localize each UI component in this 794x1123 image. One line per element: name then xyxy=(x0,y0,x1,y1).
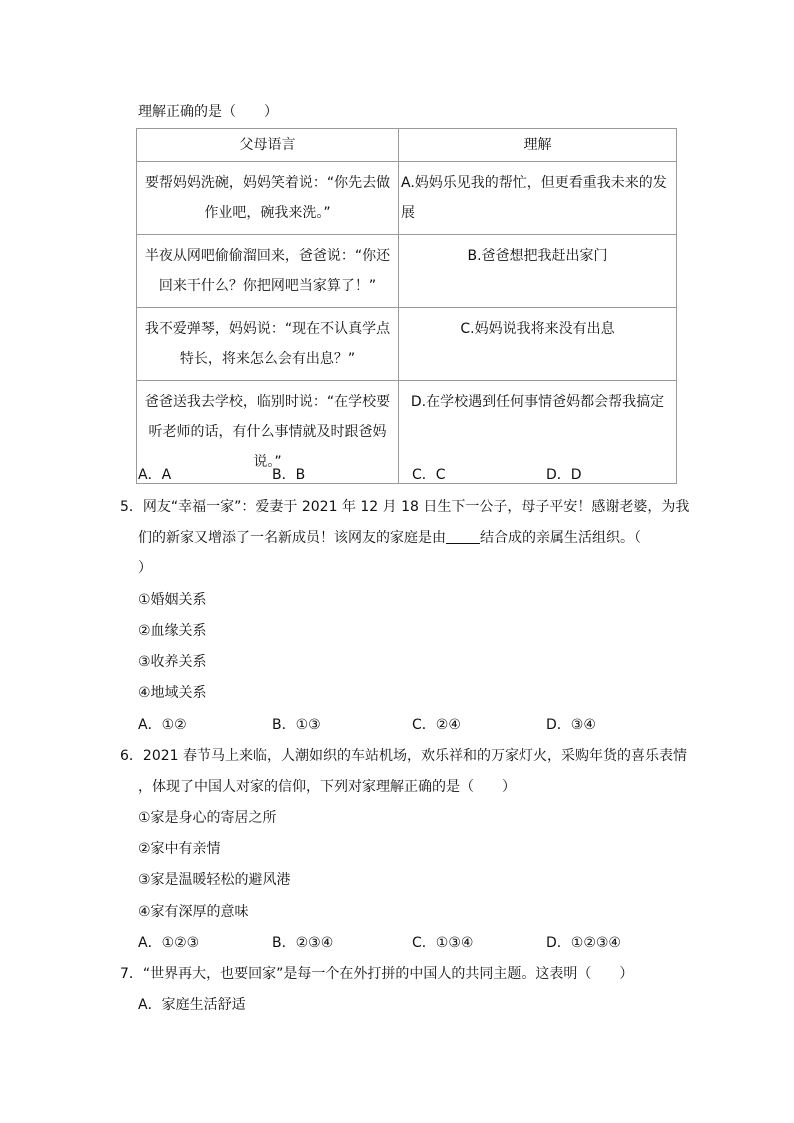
q4-row4-speech: 爸爸送我去学校，临别时说：“在学校要听老师的话，有什么事情就及时跟爸妈说。” xyxy=(137,381,399,484)
q4-row1-speech: 要帮妈妈洗碗，妈妈笑着说：“你先去做作业吧，碗我来洗。” xyxy=(137,162,399,235)
q6-stem-line1: 6．2021 春节马上来临，人潮如织的车站机场，欢乐祥和的万家灯火，采购年货的喜乐表情 xyxy=(120,748,687,764)
q4-option-a[interactable]: A．A xyxy=(138,467,172,483)
q5-item-2: ②血缘关系 xyxy=(138,623,207,639)
q6-option-d[interactable]: D．①②③④ xyxy=(546,935,621,951)
q5-stem-line2 xyxy=(138,528,641,548)
q5-item-3: ③收养关系 xyxy=(138,654,207,670)
q5-item-4: ④地域关系 xyxy=(138,685,207,701)
q5-item-1: ①婚姻关系 xyxy=(138,592,207,608)
q4-option-d[interactable]: D．D xyxy=(546,467,582,483)
table-row xyxy=(137,235,677,308)
q7-stem-line1: 7．“世界再大，也要回家”是每一个在外打拼的中国人的共同主题。这表明（ ） xyxy=(120,966,634,982)
q5-option-b[interactable]: B．①③ xyxy=(272,717,321,733)
q4-option-b[interactable]: B．B xyxy=(272,467,306,483)
table-row xyxy=(137,308,677,381)
q4-header-speech: 父母语言 xyxy=(137,129,399,162)
q4-row2-meaning: B.爸爸想把我赶出家门 xyxy=(399,235,677,308)
q4-table-header-row xyxy=(137,129,677,162)
q5-option-d[interactable]: D．③④ xyxy=(546,717,596,733)
q5-answer-blank xyxy=(446,529,480,544)
q4-header-meaning: 理解 xyxy=(399,129,677,162)
table-row xyxy=(137,162,677,235)
q4-row3-speech: 我不爱弹琴，妈妈说：“现在不认真学点特长，将来怎么会有出息？” xyxy=(137,308,399,381)
q7-option-a[interactable]: A．家庭生活舒适 xyxy=(138,997,246,1013)
q4-table xyxy=(136,128,677,484)
q4-row1-meaning: A.妈妈乐见我的帮忙，但更看重我未来的发展 xyxy=(399,162,677,235)
q5-stem-line2-a: 们的新家又增添了一名新成员！该网友的家庭是由 xyxy=(138,530,446,546)
q4-row4-meaning: D.在学校遇到任何事情爸妈都会帮我搞定 xyxy=(399,381,677,484)
q5-stem-line2-b: 结合成的亲属生活组织。（ xyxy=(480,530,641,546)
q4-options xyxy=(138,465,698,485)
q6-options xyxy=(138,933,698,953)
q6-item-3: ③家是温暖轻松的避风港 xyxy=(138,872,291,888)
q6-item-4: ④家有深厚的意味 xyxy=(138,904,249,920)
q5-option-a[interactable]: A．①② xyxy=(138,717,187,733)
q6-item-2: ②家中有亲情 xyxy=(138,841,221,857)
q4-stem-tail: 理解正确的是（ ） xyxy=(138,104,278,120)
q5-stem-line1: 5．网友“幸福一家”：爱妻于 2021 年 12 月 18 日生下一公子，母子平安！感谢老婆，为我 xyxy=(120,499,690,515)
q6-item-1: ①家是身心的寄居之所 xyxy=(138,810,277,826)
q6-stem-line2: ，体现了中国人对家的信仰，下列对家理解正确的是（ ） xyxy=(138,779,516,795)
q5-stem-line3: ） xyxy=(138,560,152,576)
q5-options xyxy=(138,715,698,735)
q4-row2-speech: 半夜从网吧偷偷溜回来，爸爸说：“你还回来干什么？你把网吧当家算了！” xyxy=(137,235,399,308)
q6-option-c[interactable]: C．①③④ xyxy=(412,935,474,951)
q5-option-c[interactable]: C．②④ xyxy=(412,717,461,733)
q4-row3-meaning: C.妈妈说我将来没有出息 xyxy=(399,308,677,381)
q6-option-a[interactable]: A．①②③ xyxy=(138,935,200,951)
q6-option-b[interactable]: B．②③④ xyxy=(272,935,334,951)
q4-option-c[interactable]: C．C xyxy=(412,467,446,483)
